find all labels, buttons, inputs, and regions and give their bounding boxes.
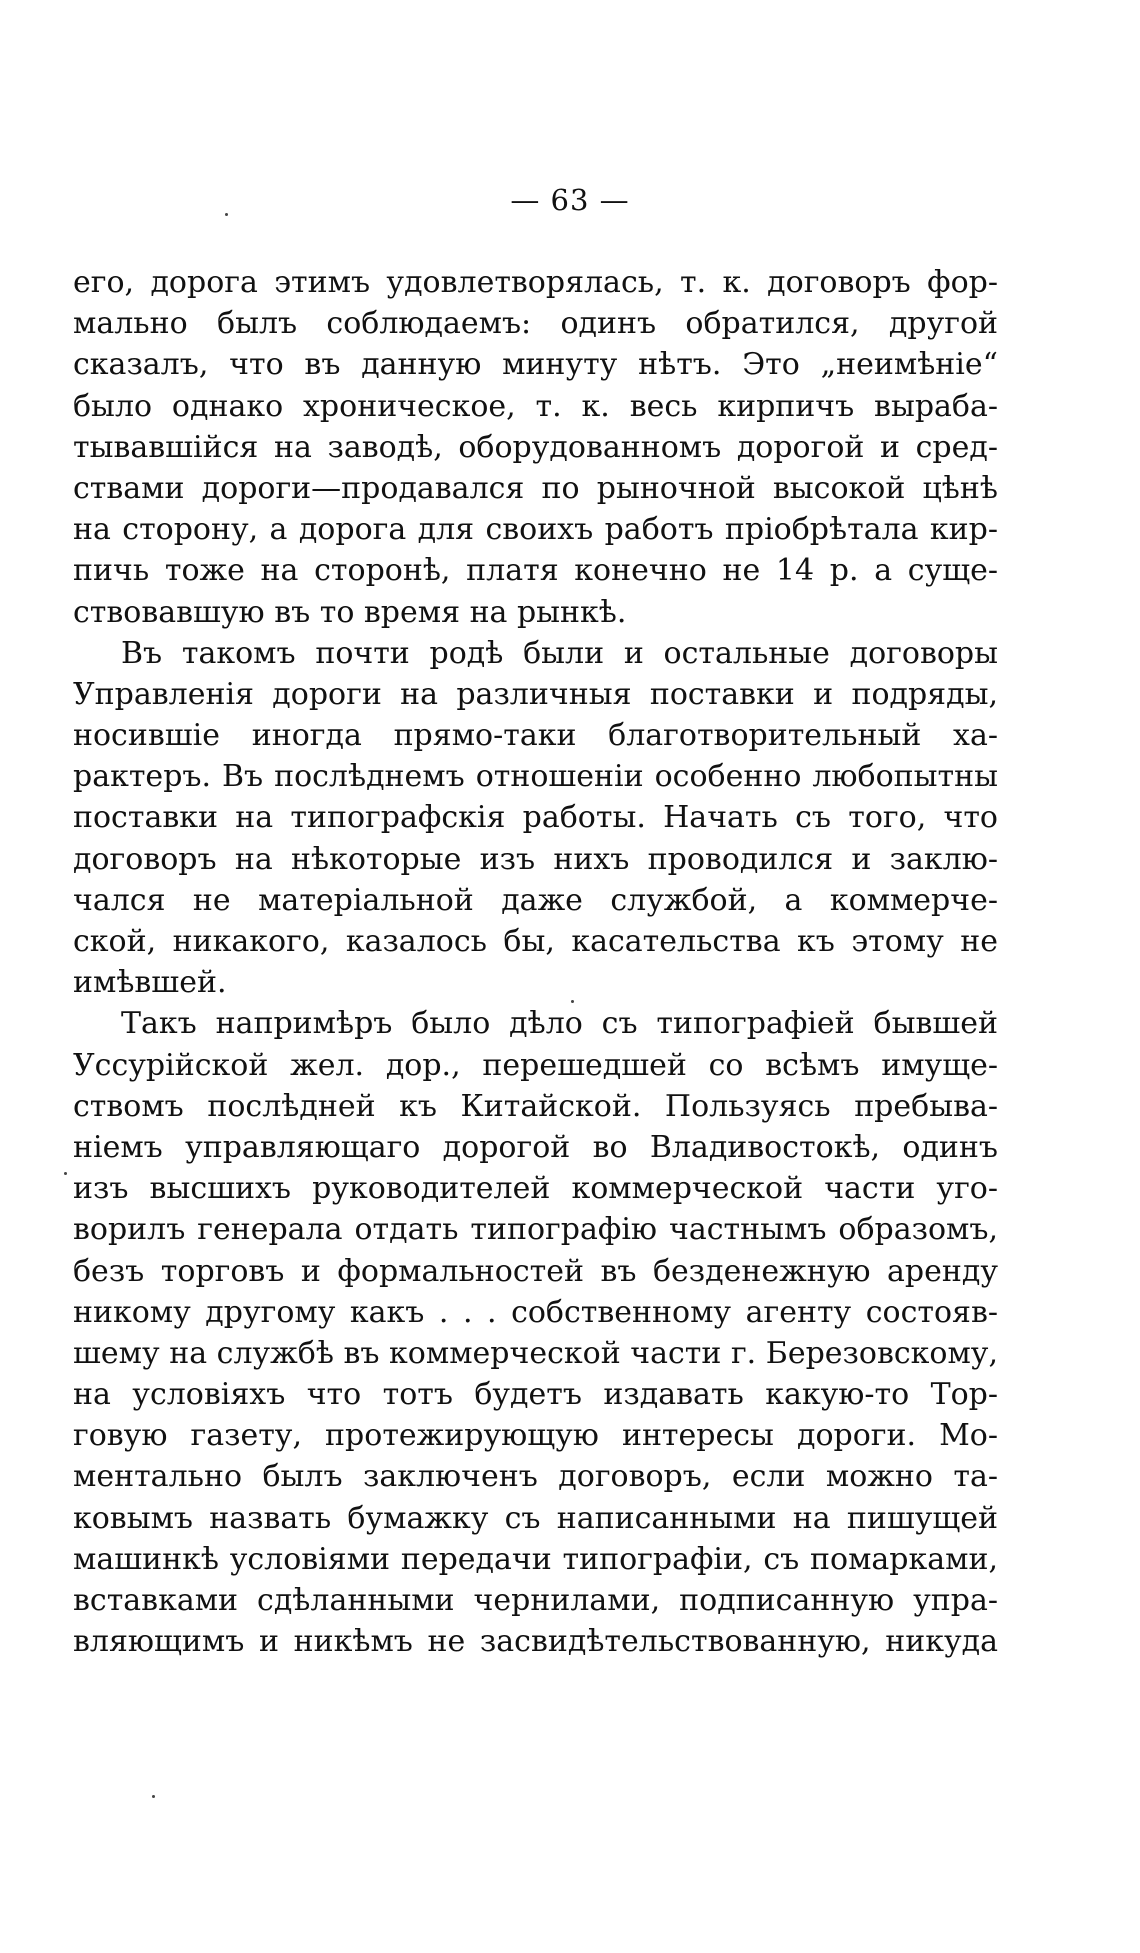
text-line: ментально былъ заключенъ договоръ, если можно та- [73,1459,998,1495]
body-text [73,262,998,1662]
paragraph-1 [73,262,998,633]
text-line: ствомъ послѣдней къ Китайской. Пользуясь пребыва- [73,1088,998,1124]
text-line: Управленія дороги на различныя поставки и подряды, [73,676,998,712]
scan-speck [152,1795,155,1798]
scan-speck [225,213,228,216]
text-line: вставками сдѣланными чернилами, подписанную упра- [73,1583,998,1618]
text-line: ской, никакого, казалось бы, касательства къ этому не [73,924,998,959]
text-line: пичь тоже на сторонѣ, платя конечно не 14 р. а суще- [73,553,998,589]
text-line: сказалъ, что въ данную минуту нѣтъ. Это „неимѣніе“ [73,347,998,383]
text-line: Въ такомъ почти родѣ были и остальные договоры [121,635,998,671]
text-line: Уссурійской жел. дор., перешедшей со всѣмъ имуще- [73,1047,998,1083]
text-line: ворилъ генерала отдать типографію частнымъ образомъ, [73,1212,998,1248]
text-line: Такъ напримѣръ было дѣло съ типографіей бывшей [121,1006,998,1042]
text-line: на условіяхъ что тотъ будетъ издавать какую-то Тор- [73,1377,998,1413]
text-line: поставки на типографскія работы. Начать съ того, что [73,800,998,836]
text-line: тывавшійся на заводѣ, оборудованномъ дорогой и сред- [73,429,998,465]
paragraph-2 [73,633,998,1004]
text-line: носившіе иногда прямо-таки благотворительный ха- [73,718,998,754]
text-line: вляющимъ и никѣмъ не засвидѣтельствованную, никуда [73,1624,998,1660]
page-number: — 63 — [510,183,630,217]
text-line: ковымъ назвать бумажку съ написанными на пишущей [73,1500,998,1536]
scan-speck [571,1000,574,1003]
text-line: чался не матеріальной даже службой, а коммерче- [73,882,998,918]
text-line: ствами дороги—продавался по рыночной высокой цѣнѣ [73,470,998,506]
text-line: рактеръ. Въ послѣднемъ отношеніи особенно любопытны [73,759,998,795]
text-line: никому другому какъ . . . собственному агенту состояв- [73,1294,998,1330]
paragraph-3 [73,1003,998,1662]
text-line: безъ торговъ и формальностей въ безденежную аренду [73,1253,998,1289]
text-line: было однако хроническое, т. к. весь кирпичъ выраба- [73,388,998,424]
text-line: ніемъ управляющаго дорогой во Владивостокѣ, одинъ [73,1129,998,1165]
text-line: имѣвшей. [73,965,227,1001]
text-line: мально былъ соблюдаемъ: одинъ обратился, другой [73,306,998,342]
scan-speck [64,1172,67,1175]
text-line: его, дорога этимъ удовлетворялась, т. к. договоръ фор- [73,265,998,300]
text-line: говую газету, протежирующую интересы дороги. Мо- [73,1418,998,1454]
text-line: шему на службѣ въ коммерческой части г. Березовскому, [73,1335,998,1371]
text-line: машинкѣ условіями передачи типографіи, съ помарками, [73,1541,998,1577]
text-line: договоръ на нѣкоторые изъ нихъ проводился и заклю- [73,841,998,877]
text-line: изъ высшихъ руководителей коммерческой части уго- [73,1171,998,1207]
text-line: ствовавшую въ то время на рынкѣ. [73,594,627,630]
text-line: на сторону, а дорога для своихъ работъ пріобрѣтала кир- [73,512,998,548]
